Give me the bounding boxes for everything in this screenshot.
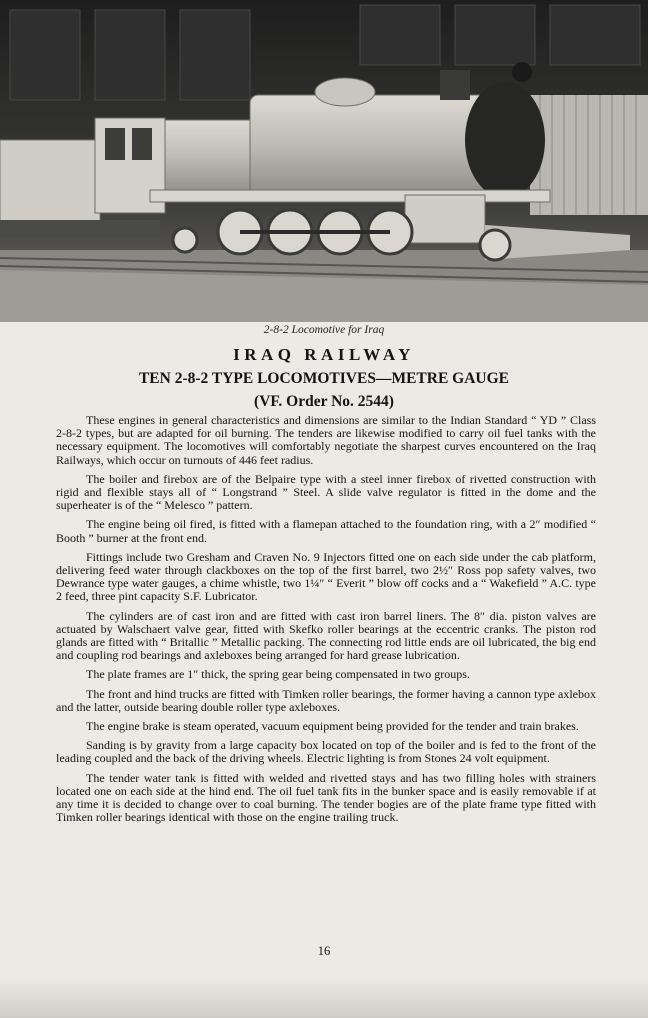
- body-text: [56, 414, 596, 830]
- paragraph-tender: The tender water tank is fitted with welded and rivetted stays and has two filling holes with strainers located one on each side at the hind end. The oil fuel tank fits in the bunker space and is easily removable if at any time it is decided to change over to coal burning. The tender bogies are of the plate frame type fitted with Timken roller bearings identical with those on the engine trailing truck.: [56, 770, 596, 825]
- photo-caption: 2-8-2 Locomotive for Iraq: [263, 324, 385, 336]
- paragraph-frames: The plate frames are 1″ thick, the spring gear being compensated in two groups.: [86, 667, 470, 682]
- locomotive-photo: [0, 0, 648, 322]
- paragraph-brakes: The engine brake is steam operated, vacuum equipment being provided for the tender and train brakes.: [86, 719, 579, 734]
- locomotive-illustration: [0, 0, 648, 322]
- paragraph-intro: These engines in general characteristics and dimensions are similar to the Indian Standard “ YD ” Class 2-8-2 types, but are adapted for oil burning. The tenders are likewise modified to carry oil fuel tanks with the necessary equipment. The locomotives will comfortably negotiate the sharpest curves encountered on the Iraq Railways, which occur on turnouts of 446 feet radius.: [56, 413, 596, 467]
- paragraph-boiler: The boiler and firebox are of the Belpaire type with a steel inner firebox of rivetted construction with rigid and flexible stays all of “ Longstrand ” Steel. A slide valve regulator is fitted in the dome and the superheater is of the “ Melesco ” pattern.: [56, 471, 596, 513]
- paragraph-fittings: Fittings include two Gresham and Craven No. 9 Injectors fitted one on each side under the cab platform, delivering feed water through clackboxes on the top of the first barrel, two 2½″ Ross pop safety valves, two Dewrance type water gauges, a chime whistle, two 1¼″ “ Everit ” blow off cocks and a “ Wakefield ” A.C. type 2 feed, three pint capacity S.F. Lubricator.: [56, 549, 596, 604]
- paragraph-oil-firing: The engine being oil fired, is fitted with a flamepan attached to the foundation ring, with a 2″ modified “ Booth ” burner at the front end.: [56, 517, 596, 545]
- page-subtitle: TEN 2-8-2 TYPE LOCOMOTIVES—METRE GAUGE: [138, 370, 510, 387]
- paragraph-cylinders: The cylinders are of cast iron and are fitted with cast iron barrel liners. The 8″ dia. piston valves are actuated by Walschaert valve gear, fitted with Skefko roller bearings at the eccentric cranks. The piston rod glands are fitted with “ Britallic ” Metallic packing. The connecting rod little ends are oil lubricated, the big end and coupling rod bearings and axleboxes being arranged for hard grease lubrication.: [56, 608, 596, 663]
- page-title: IRAQ RAILWAY: [233, 345, 415, 364]
- order-number: (VF. Order No. 2544): [254, 393, 394, 410]
- page-edge-shadow: [0, 978, 648, 1018]
- paragraph-sanding: Sanding is by gravity from a large capacity box located on top of the boiler and is fed to the front of the leading coupled and the back of the driving wheels. Electric lighting is from Stones 24 volt equipment.: [56, 738, 596, 766]
- paragraph-trucks: The front and hind trucks are fitted with Timken roller bearings, the former having a cannon type axlebox and the latter, outside bearing double roller type axleboxes.: [56, 686, 596, 714]
- page-number: 16: [317, 944, 331, 958]
